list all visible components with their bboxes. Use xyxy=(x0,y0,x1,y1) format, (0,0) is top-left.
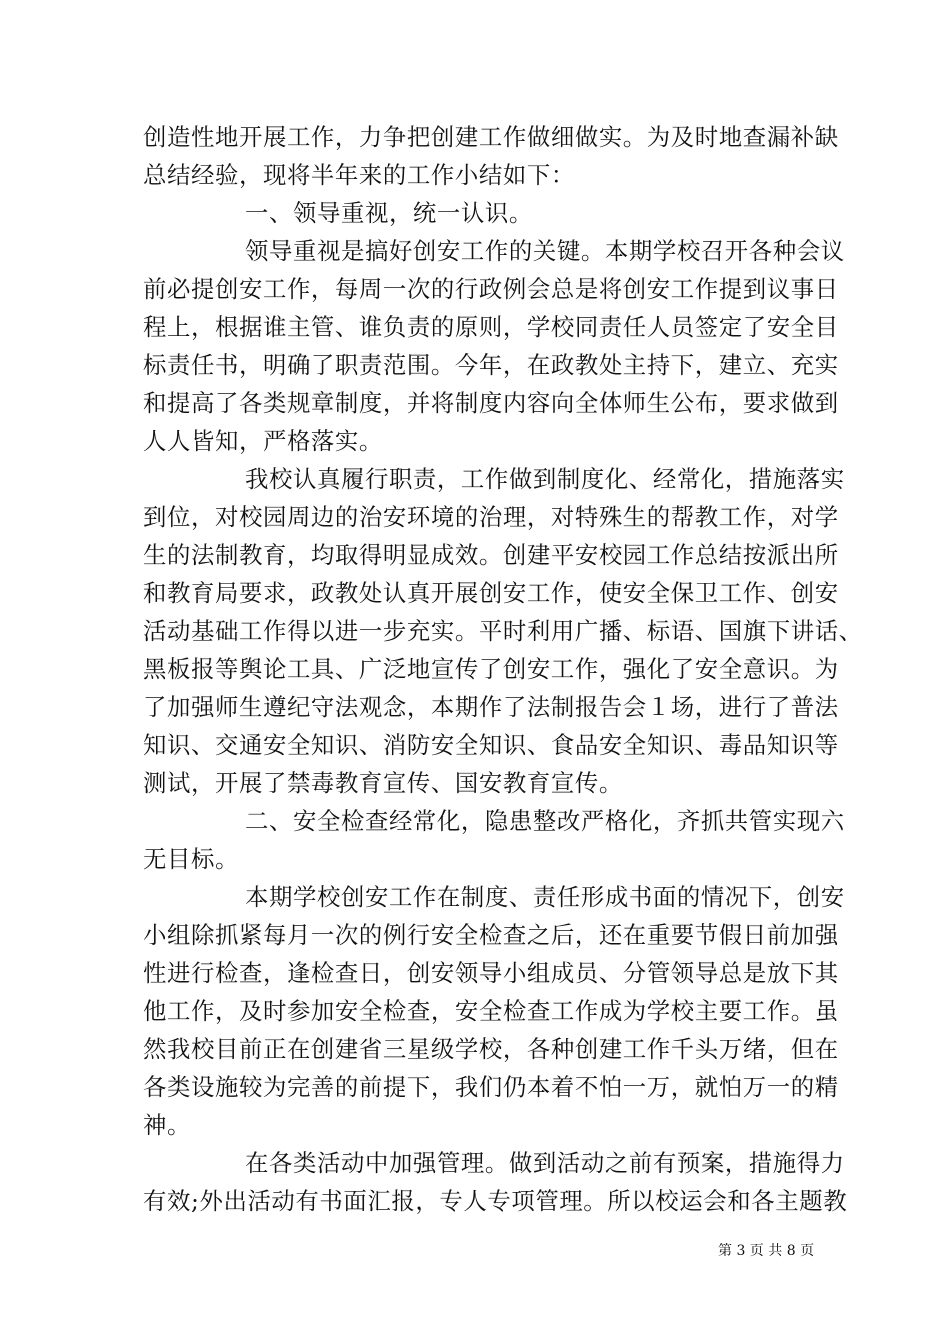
section-heading: 二、安全检查经常化，隐患整改严格化，齐抓共管实现六 xyxy=(245,807,845,835)
text-line: 创造性地开展工作，力争把创建工作做细做实。为及时地查漏补缺 xyxy=(143,123,839,151)
text-line: 测试，开展了禁毒教育宣传、国安教育宣传。 xyxy=(143,769,623,797)
text-line: 知识、交通安全知识、消防安全知识、食品安全知识、毒品知识等 xyxy=(143,731,839,759)
text-line: 生的法制教育，均取得明显成效。创建平安校园工作总结按派出所 xyxy=(143,541,839,569)
section-heading: 一、领导重视，统一认识。 xyxy=(245,199,533,227)
page-number-footer: 第 3 页 共 8 页 xyxy=(718,1243,815,1259)
text-line: 人人皆知，严格落实。 xyxy=(143,427,383,455)
section-heading: 无目标。 xyxy=(143,845,239,873)
text-line: 有效;外出活动有书面汇报，专人专项管理。所以校运会和各主题教 xyxy=(143,1187,848,1215)
text-line: 前必提创安工作，每周一次的行政例会总是将创安工作提到议事日 xyxy=(143,275,839,303)
text-line: 本期学校创安工作在制度、责任形成书面的情况下，创安 xyxy=(245,883,845,911)
text-line: 黑板报等舆论工具、广泛地宣传了创安工作，强化了安全意识。为 xyxy=(143,655,839,683)
text-line: 他工作，及时参加安全检查，安全检查工作成为学校主要工作。虽 xyxy=(143,997,839,1025)
text-line: 总结经验，现将半年来的工作小结如下： xyxy=(143,161,575,189)
text-line: 活动基础工作得以进一步充实。平时利用广播、标语、国旗下讲话、 xyxy=(143,617,863,645)
text-line: 小组除抓紧每月一次的例行安全检查之后，还在重要节假日前加强 xyxy=(143,921,839,949)
text-line: 程上，根据谁主管、谁负责的原则，学校同责任人员签定了安全目 xyxy=(143,313,839,341)
text-line: 标责任书，明确了职责范围。今年，在政教处主持下，建立、充实 xyxy=(143,351,839,379)
text-line: 了加强师生遵纪守法观念，本期作了法制报告会１场，进行了普法 xyxy=(143,693,839,721)
text-line: 我校认真履行职责，工作做到制度化、经常化，措施落实 xyxy=(245,465,845,493)
text-line: 然我校目前正在创建省三星级学校，各种创建工作千头万绪，但在 xyxy=(143,1035,839,1063)
text-line: 和教育局要求，政教处认真开展创安工作，使安全保卫工作、创安 xyxy=(143,579,839,607)
text-line: 领导重视是搞好创安工作的关键。本期学校召开各种会议 xyxy=(245,237,845,265)
text-line: 到位，对校园周边的治安环境的治理，对特殊生的帮教工作，对学 xyxy=(143,503,839,531)
text-line: 神。 xyxy=(143,1111,191,1139)
text-line: 性进行检查，逢检查日，创安领导小组成员、分管领导总是放下其 xyxy=(143,959,839,987)
text-line: 和提高了各类规章制度，并将制度内容向全体师生公布，要求做到 xyxy=(143,389,839,417)
text-line: 在各类活动中加强管理。做到活动之前有预案，措施得力 xyxy=(245,1149,845,1177)
text-line: 各类设施较为完善的前提下，我们仍本着不怕一万，就怕万一的精 xyxy=(143,1073,839,1101)
